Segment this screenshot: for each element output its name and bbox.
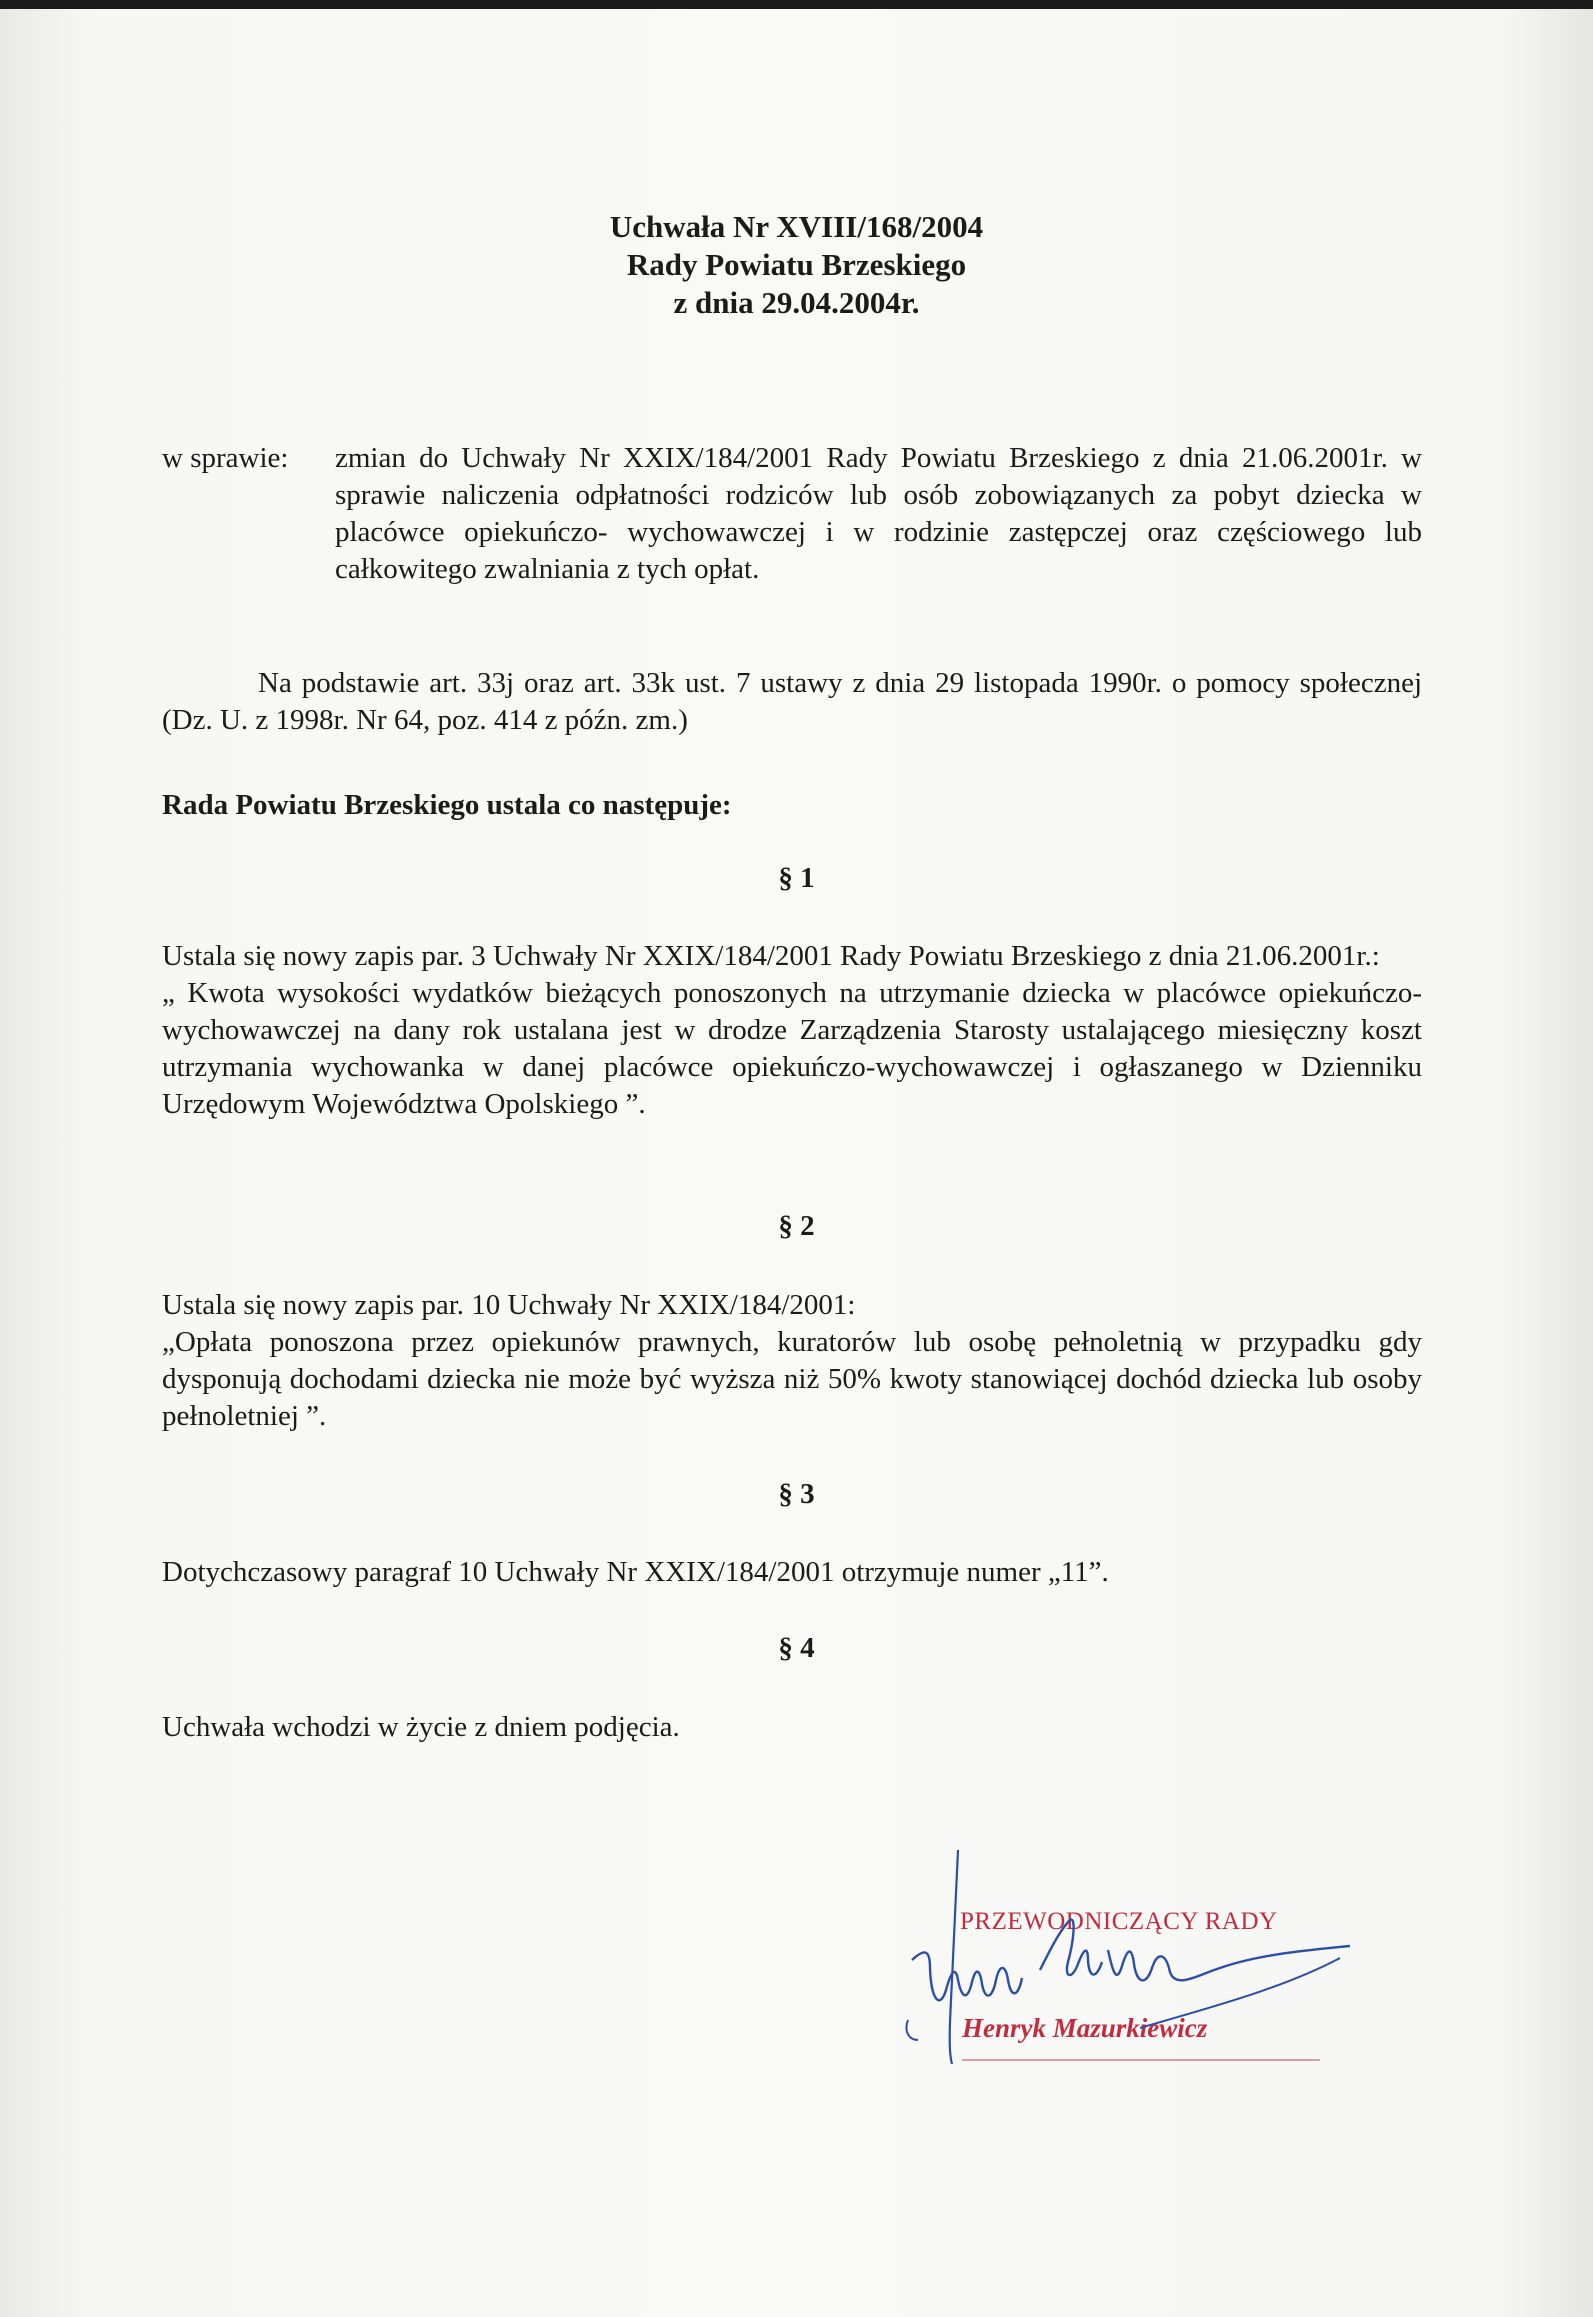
section-2-body xyxy=(162,1287,1422,1435)
stamp-title: PRZEWODNICZĄCY RADY xyxy=(960,1908,1278,1935)
section-heading-4: § 4 xyxy=(778,1632,815,1664)
stamp-name: Henryk Mazurkiewicz xyxy=(962,2013,1208,2043)
signature-stamp xyxy=(900,1850,1420,2070)
section-heading-2: § 2 xyxy=(778,1210,815,1242)
section-3-intro: Dotychczasowy paragraf 10 Uchwały Nr XXIX/184/2001 otrzymuje numer „11”. xyxy=(162,1556,1109,1588)
subject-label: w sprawie: xyxy=(162,442,289,474)
scan-top-edge xyxy=(0,0,1593,9)
section-heading-1: § 1 xyxy=(778,862,815,894)
section-4-body xyxy=(162,1709,1422,1746)
document-header xyxy=(0,208,1593,322)
section-1-body xyxy=(162,938,1422,1123)
council-decision-intro: Rada Powiatu Brzeskiego ustala co następuje: xyxy=(162,789,732,821)
section-heading-3: § 3 xyxy=(778,1478,815,1510)
council-name: Rady Powiatu Brzeskiego xyxy=(626,247,967,282)
section-2-quote: „Opłata ponoszona przez opiekunów prawnych, kuratorów lub osobę pełnoletnią w przypadku gdy dysponują dochodami dziecka nie może być wyższa niż 50% kwoty stanowiącej dochód dziecka lub osoby pełnoletniej ”. xyxy=(162,1326,1422,1432)
resolution-date: z dnia 29.04.2004r. xyxy=(673,285,920,320)
legal-basis: Na podstawie art. 33j oraz art. 33k ust. 7 ustawy z dnia 29 listopada 1990r. o pomocy społecznej (Dz. U. z 1998r. Nr 64, poz. 414 z późn. zm.) xyxy=(162,667,1422,736)
section-2-intro: Ustala się nowy zapis par. 10 Uchwały Nr XXIX/184/2001: xyxy=(162,1289,856,1321)
section-1-quote: „ Kwota wysokości wydatków bieżących ponoszonych na utrzymanie dziecka w placówce opiekuńczo- wychowawczej na dany rok ustalana jest w drodze Zarządzenia Starosty ustalającego miesięczny koszt utrzymania wychowanka w danej placówce opiekuńczo-wychowawczej i ogłaszanego w Dzienniku Urzędowym Województwa Opolskiego ”. xyxy=(162,977,1422,1120)
subject-text: zmian do Uchwały Nr XXIX/184/2001 Rady Powiatu Brzeskiego z dnia 21.06.2001r. w sprawie naliczenia odpłatności rodziców lub osób zobowiązanych za pobyt dziecka w placówce opiekuńczo- wychowawczej i w rodzinie zastępczej oraz częściowego lub całkowitego zwalniania z tych opłat. xyxy=(335,442,1422,585)
resolution-number: Uchwała Nr XVIII/168/2004 xyxy=(609,209,984,244)
section-3-body xyxy=(162,1554,1422,1591)
subject-block xyxy=(162,440,1422,588)
handwritten-signature xyxy=(900,1850,1420,2070)
section-4-intro: Uchwała wchodzi w życie z dniem podjęcia. xyxy=(162,1711,680,1743)
section-1-intro: Ustala się nowy zapis par. 3 Uchwały Nr XXIX/184/2001 Rady Powiatu Brzeskiego z dnia 21.06.2001r.: xyxy=(162,940,1380,972)
